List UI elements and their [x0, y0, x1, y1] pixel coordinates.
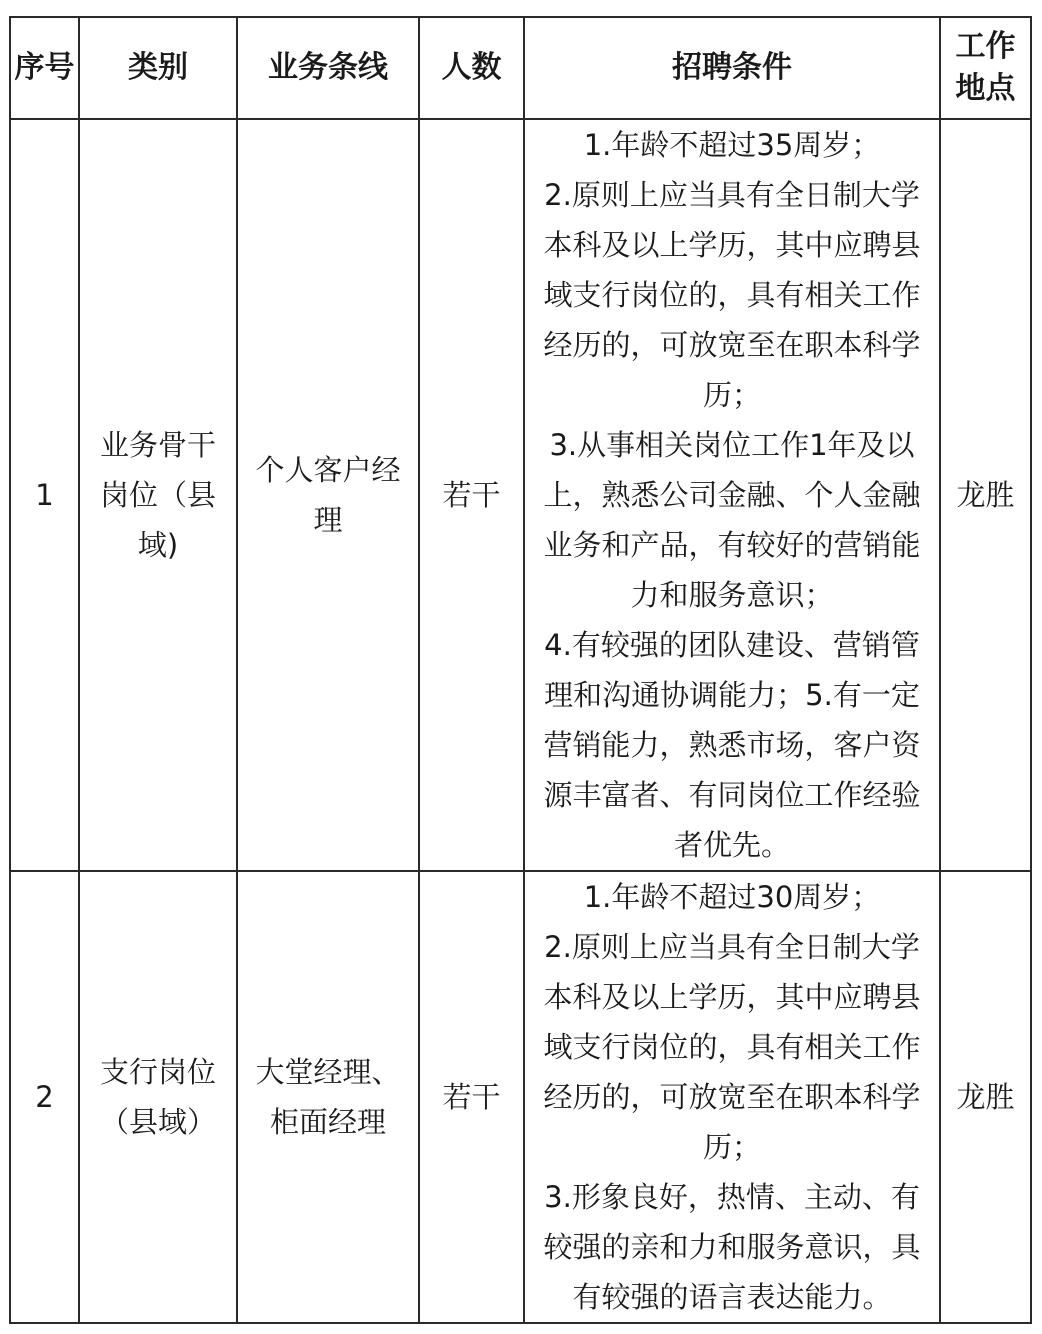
- condition-line: 域支行岗位的，具有相关工作: [543, 1030, 921, 1064]
- cell-conditions: [524, 119, 940, 871]
- business-line-text: 大堂经理、: [255, 1055, 401, 1089]
- category-line: 域): [137, 528, 179, 562]
- condition-line: 1.年龄不超过35周岁；: [583, 128, 881, 162]
- header-conditions: 招聘条件: [524, 17, 940, 119]
- condition-line: 业务和产品，有较好的营销能: [543, 528, 921, 562]
- cell-business-line: [237, 871, 419, 1323]
- business-line-text: 理: [313, 503, 343, 537]
- business-line-text: 个人客户经: [255, 453, 401, 487]
- table-header-row: [10, 17, 1031, 119]
- condition-line: 历；: [702, 1130, 761, 1164]
- condition-line: 本科及以上学历，其中应聘县: [543, 980, 921, 1014]
- condition-line: 经历的，可放宽至在职本科学: [543, 1080, 921, 1114]
- condition-line: 上，熟悉公司金融、个人金融: [543, 478, 921, 512]
- cell-conditions: [524, 871, 940, 1323]
- cell-business-line: [237, 119, 419, 871]
- condition-line: 营销能力，熟悉市场，客户资: [543, 728, 921, 762]
- condition-line: 域支行岗位的，具有相关工作: [543, 278, 921, 312]
- cell-category: [79, 119, 237, 871]
- condition-line: 经历的，可放宽至在职本科学: [543, 328, 921, 362]
- condition-line: 较强的亲和力和服务意识，具: [543, 1230, 921, 1264]
- condition-line: 1.年龄不超过30周岁；: [583, 880, 881, 914]
- category-line: （县域）: [99, 1105, 216, 1139]
- condition-line: 2.原则上应当具有全日制大学: [544, 930, 920, 964]
- cell-location: 龙胜: [940, 119, 1031, 871]
- header-count: 人数: [419, 17, 524, 119]
- condition-line: 4.有较强的团队建设、营销管: [544, 628, 920, 662]
- condition-line: 力和服务意识；: [630, 578, 834, 612]
- cell-count: 若干: [419, 871, 524, 1323]
- recruitment-table: [9, 16, 1032, 1324]
- header-location: [940, 17, 1031, 119]
- category-line: 岗位（县: [99, 478, 216, 512]
- cell-no: 1: [10, 119, 79, 871]
- condition-line: 源丰富者、有同岗位工作经验: [543, 778, 921, 812]
- cell-category: [79, 871, 237, 1323]
- condition-line: 理和沟通协调能力；5.有一定: [544, 678, 920, 712]
- header-no: 序号: [10, 17, 79, 119]
- category-line: 支行岗位: [99, 1055, 216, 1089]
- header-location-line: 工作: [955, 29, 1016, 64]
- header-business-line: 业务条线: [237, 17, 419, 119]
- header-category: 类别: [79, 17, 237, 119]
- cell-no: 2: [10, 871, 79, 1323]
- header-location-line: 地点: [955, 71, 1016, 106]
- cell-location: 龙胜: [940, 871, 1031, 1323]
- cell-count: 若干: [419, 119, 524, 871]
- business-line-text: 柜面经理: [269, 1105, 386, 1139]
- condition-line: 3.形象良好，热情、主动、有: [544, 1180, 920, 1214]
- table-row: [10, 871, 1031, 1323]
- condition-line: 有较强的语言表达能力。: [572, 1280, 892, 1314]
- table-row: [10, 119, 1031, 871]
- condition-line: 者优先。: [673, 828, 790, 862]
- condition-line: 历；: [702, 378, 761, 412]
- condition-line: 本科及以上学历，其中应聘县: [543, 228, 921, 262]
- category-line: 业务骨干: [99, 428, 216, 462]
- condition-line: 2.原则上应当具有全日制大学: [544, 178, 920, 212]
- condition-line: 3.从事相关岗位工作1年及以: [549, 428, 915, 462]
